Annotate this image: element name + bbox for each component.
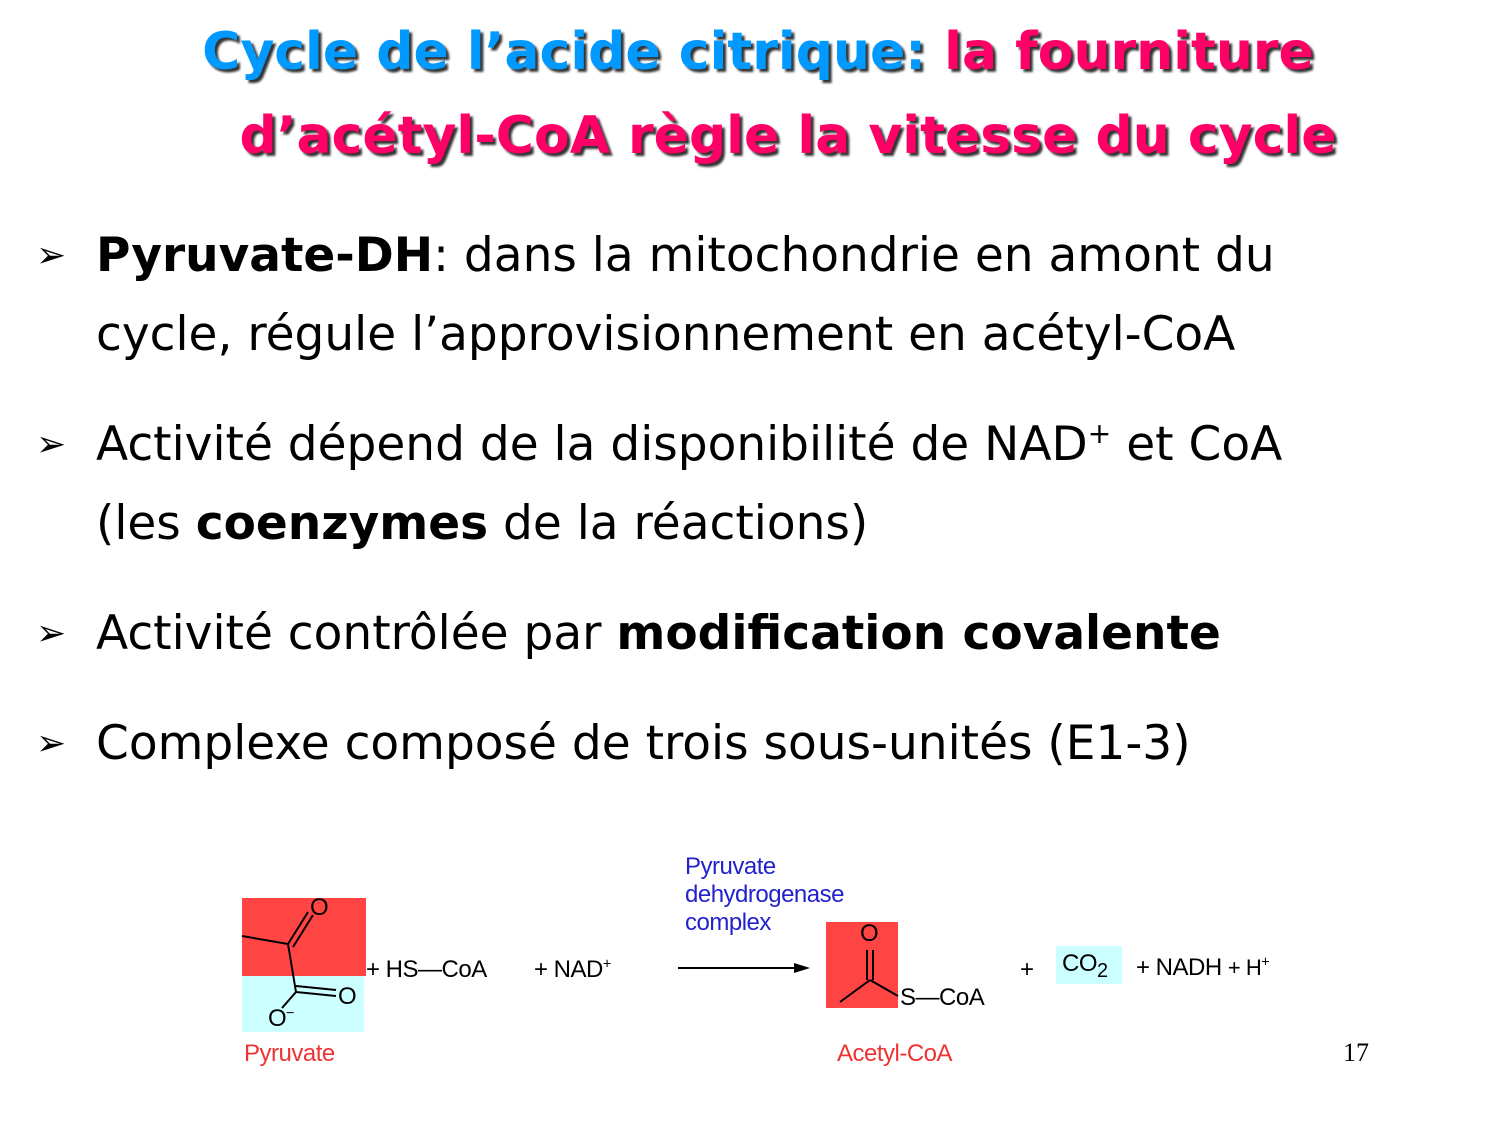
pyruvate-label: Pyruvate [244,1040,335,1067]
superscript: + [602,956,611,973]
hs-coa: + HS—CoA [366,956,487,983]
co2 [1062,950,1108,983]
oxygen-label: O [310,894,329,921]
slide-title-line2: d’acétyl-CoA règle la vitesse du cycle [239,106,1337,166]
superscript: + [1261,954,1270,971]
oxygen-label: O [860,920,879,947]
enzyme-line: Pyruvate [685,853,776,880]
plus-sign: + [1020,956,1034,983]
nadh-text: + NADH [1136,954,1222,981]
reaction-arrow [678,963,810,973]
bullet-text: et CoA [1111,417,1283,472]
title-blue-part: Cycle de l’acide citrique: [202,22,945,82]
enzyme-label [685,853,844,937]
bullet-text: Activité contrôlée par [96,606,617,661]
bullet-bold: Pyruvate-DH [96,228,434,283]
reaction-diagram [230,850,1350,1080]
nadh [1136,954,1269,982]
oxide-o: O [268,1005,287,1032]
bullet-text: de la réactions) [488,496,869,551]
oxygen-label: O [338,983,357,1010]
bullet-text: : dans la mitochondrie en amont du [433,228,1275,283]
arrowhead-bullet-icon: ➢ [36,424,67,465]
arrowhead-bullet-icon: ➢ [36,723,67,764]
s-coa: S—CoA [900,984,985,1011]
charge: − [286,1005,295,1022]
co: CO [1062,950,1097,977]
bullet-bold: modification covalente [616,606,1221,661]
enzyme-line: complex [685,909,771,936]
arrowhead-bullet-icon: ➢ [36,235,67,276]
h-ion: + H [1227,955,1262,980]
title-pink-part: la fourniture [944,22,1314,82]
bullet-text-line2: cycle, régule l’approvisionnement en acétyl-CoA [96,307,1236,362]
bullet-text: Activité dépend de la disponibilité de NAD [96,417,1088,472]
subscript: 2 [1097,959,1108,982]
acetyl-coa-label: Acetyl-CoA [837,1040,953,1067]
arrowhead-bullet-icon: ➢ [36,613,67,654]
bullet-bold: coenzymes [195,496,489,551]
bullet-text: Complexe composé de trois sous-unités (E1-3) [96,716,1191,771]
pyruvate-acetyl-highlight [242,898,366,976]
page-number: 17 [1343,1038,1369,1067]
superscript: + [1087,417,1112,451]
enzyme-line: dehydrogenase [685,881,844,908]
nad-plus [534,956,611,984]
nad: + NAD [534,956,603,983]
oxide-label [268,1005,294,1033]
bullet-text: (les [96,496,196,551]
slide-title-line1 [8,22,1500,82]
